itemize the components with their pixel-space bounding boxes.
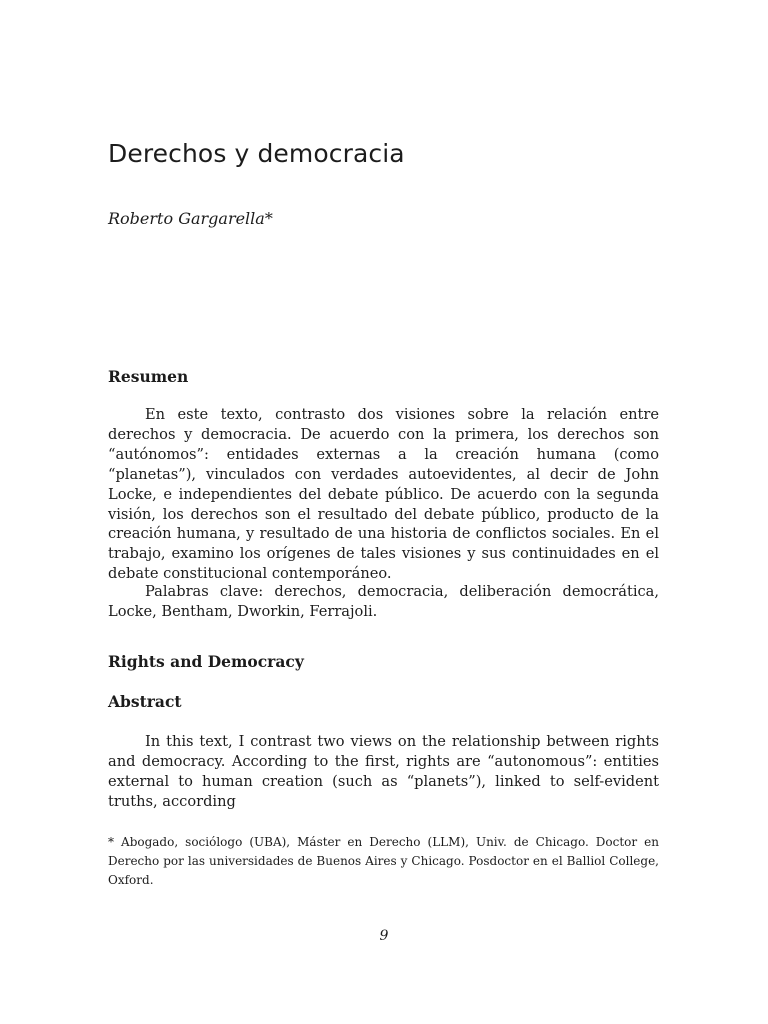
resumen-heading: Resumen — [108, 367, 189, 386]
page-number: 9 — [379, 928, 389, 944]
keywords-paragraph: Palabras clave: derechos, democracia, deliberación democrática, Locke, Bentham, Dworkin, Ferrajoli. — [108, 583, 659, 620]
article-author: Roberto Gargarella* — [108, 209, 273, 228]
abstract-paragraph: In this text, I contrast two views on the relationship between rights and democracy. According to the first, rights are “autonomous”: entities external to human creation (such as “planets”), linked to self-evident truths, according — [108, 733, 659, 810]
abstract-heading: Abstract — [108, 692, 182, 711]
resumen-paragraph: En este texto, contrasto dos visiones sobre la relación entre derechos y democracia. De acuerdo con la primera, los derechos son “autónomos”: entidades externas a la creación humana (como “planetas”), vinculados con verdades autoevidentes, al decir de John Locke, e independientes del debate público. De acuerdo con la segunda visión, los derechos son el resultado del debate público, producto de la creación humana, y resultado de una historia de conflictos sociales. En el trabajo, examino los orígenes de tales visiones y sus continuidades en el debate constitucional contemporáneo. — [108, 406, 659, 583]
author-footnote: * Abogado, sociólogo (UBA), Máster en Derecho (LLM), Univ. de Chicago. Doctor en Derecho por las universidades de Buenos Aires y Chicago. Posdoctor en el Balliol College, Oxford. — [108, 835, 659, 887]
article-title: Derechos y democracia — [108, 139, 405, 168]
english-title-heading: Rights and Democracy — [108, 652, 304, 671]
